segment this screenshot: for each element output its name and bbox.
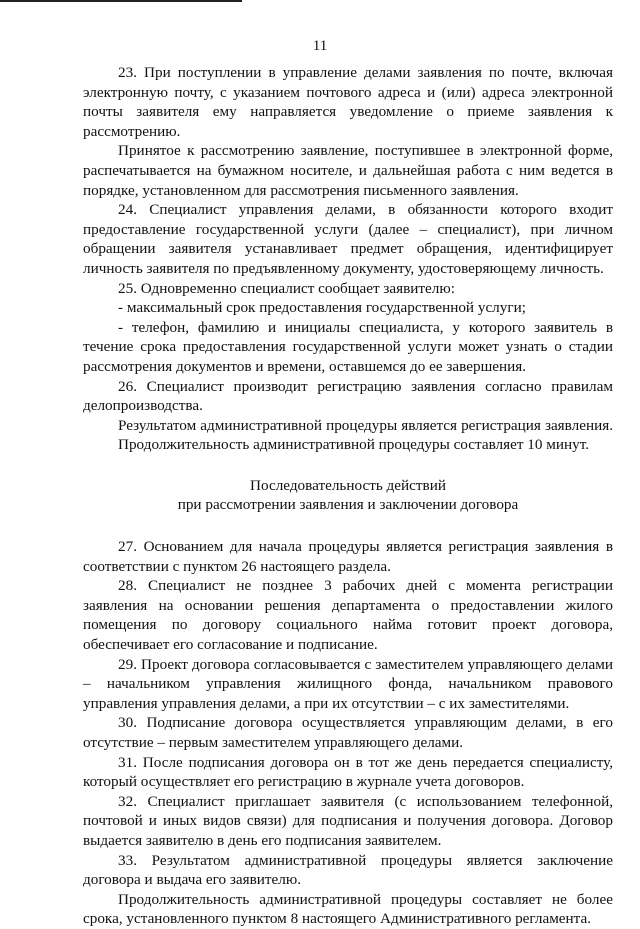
list-item-phone: - телефон, фамилию и инициалы специалиста, у которого заявитель в течение срока предоставления государственной услуги может узнать о стадии рассмотрения документов и времени, оставшемся до ее завершения. bbox=[83, 318, 613, 375]
paragraph-27: 27. Основанием для начала процедуры является регистрация заявления в соответствии с пунктом 26 настоящего раздела. bbox=[83, 538, 613, 575]
paragraph-28: 28. Специалист не позднее 3 рабочих дней с момента регистрации заявления на основании решения департамента о предоставлении жилого помещения по договору социального найма готовит проект договора, обеспечивает его согласование и подписание. bbox=[83, 577, 613, 654]
paragraph-24: 24. Специалист управления делами, в обязанности которого входит предоставление государственной услуги (далее – специалист), при личном обращении заявителя устанавливает предмет обращения, идентифицирует личность заявителя по предъявленному документу, удостоверяющему личность. bbox=[83, 201, 613, 277]
paragraph-31: 31. После подписания договора он в тот же день передается специалисту, который осуществляет его регистрацию в журнале учета договоров. bbox=[83, 753, 613, 791]
paragraph-25: 25. Одновременно специалист сообщает заявителю: bbox=[118, 279, 455, 297]
paragraph-duration-10min: Продолжительность административной процедуры составляет 10 минут. bbox=[118, 436, 590, 454]
list-item-max-term: - максимальный срок предоставления государственной услуги; bbox=[118, 299, 526, 317]
paragraph-electronic-form: Принятое к рассмотрению заявление, поступившее в электронной форме, распечатывается на бумажном носителе, и дальнейшая работа с ним ведется в порядке, установленном для рассмотрения письменного заявления. bbox=[83, 142, 613, 199]
paragraph-29: 29. Проект договора согласовывается с заместителем управляющего делами – начальником управления жилищного фонда, начальником правового управления управления делами, а при их отсутствии – с их заместителями. bbox=[83, 655, 613, 712]
section-heading-line-1: Последовательность действий bbox=[250, 476, 446, 494]
paragraph-32: 32. Специалист приглашает заявителя (с использованием телефонной, почтовой и иных видов связи) для подписания и получения договора. Договор выдается заявителю в день его подписания заявителем. bbox=[83, 792, 613, 849]
section-heading-line-2: при рассмотрении заявления и заключении договора bbox=[177, 496, 519, 514]
paragraph-26: 26. Специалист производит регистрацию заявления согласно правилам делопроизводства. bbox=[83, 377, 613, 415]
paragraph-duration-limit: Продолжительность административной процедуры составляет не более срока, установленного пунктом 8 настоящего Административного регламента. bbox=[83, 890, 613, 928]
paragraph-result-registration: Результатом административной процедуры является регистрация заявления. bbox=[118, 416, 613, 434]
page-number: 11 bbox=[312, 37, 328, 54]
paragraph-33: 33. Результатом административной процедуры является заключение договора и выдача его заявителю. bbox=[83, 851, 613, 889]
paragraph-30: 30. Подписание договора осуществляется управляющим делами, в его отсутствие – первым заместителем управляющего делами. bbox=[83, 714, 613, 751]
document-body bbox=[83, 63, 613, 929]
top-rule bbox=[0, 0, 242, 2]
paragraph-23: 23. При поступлении в управление делами заявления по почте, включая электронную почту, с указанием почтового адреса и (или) адреса электронной почты заявителя ему направляется уведомление о приеме заявления к рассмотрению. bbox=[83, 64, 613, 140]
